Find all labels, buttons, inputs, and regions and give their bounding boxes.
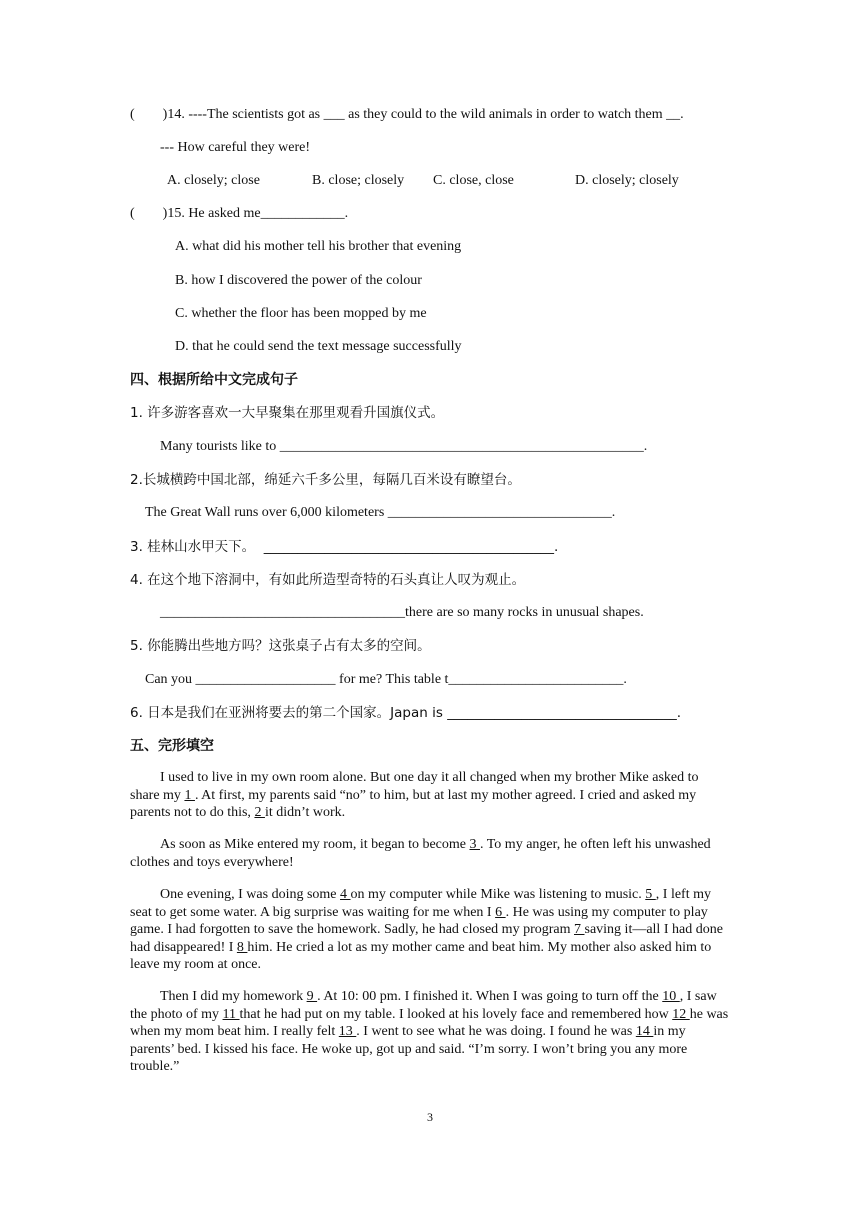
translation-2-answer: The Great Wall runs over 6,000 kilometers ________________________________. [145, 505, 616, 520]
section-5-heading: 五、完形填空 [130, 738, 214, 754]
q15-option-d: D. that he could send the text message successfully [175, 339, 462, 354]
cloze-paragraph-1: I used to live in my own room alone. But one day it all changed when my brother Mike asked to share my 1 . At first, my parents said “no” to him, but at last my mother agreed. I cried and asked my parents not to do this, 2 it didn’t work. [130, 770, 699, 820]
section-4-heading: 四、根据所给中文完成句子 [130, 372, 298, 388]
q14-option-a: A. closely; close [167, 173, 260, 188]
translation-3-prompt: 3. 桂林山水甲天下。 ___________________________________________. [130, 539, 559, 555]
translation-5-prompt: 5. 你能腾出些地方吗？这张桌子占有太多的空间。 [130, 638, 431, 654]
question-15: ( )15. He asked me____________. [130, 206, 349, 221]
translation-1-prompt: 1. 许多游客喜欢一大早聚集在那里观看升国旗仪式。 [130, 405, 445, 421]
q14-option-d: D. closely; closely [575, 173, 679, 188]
q15-option-a: A. what did his mother tell his brother that evening [175, 239, 462, 254]
translation-5-answer: Can you ____________________ for me? This table t_________________________. [145, 672, 627, 687]
cloze-paragraph-3: One evening, I was doing some 4 on my computer while Mike was listening to music. 5 , I left my seat to get some water. A big surprise was waiting for me when I 6 . He was using my computer to play game. I had forgotten to save the homework. Sadly, he had closed my program 7 saving it—all I had done had disappeared! I 8 him. He cried a lot as my mother came and beat him. My mother also asked him to leave my room at once. [130, 887, 723, 972]
translation-4-prompt: 4. 在这个地下溶洞中，有如此所造型奇特的石头真让人叹为观止。 [130, 572, 526, 588]
q15-option-b: B. how I discovered the power of the colour [175, 273, 422, 288]
translation-1-answer: Many tourists like to ____________________________________________________. [160, 439, 648, 454]
translation-4-answer: ___________________________________there are so many rocks in unusual shapes. [160, 605, 644, 620]
translation-6-prompt: 6. 日本是我们在亚洲将要去的第二个国家。Japan is __________________________________. [130, 705, 681, 721]
page-number: 3 [427, 1110, 433, 1124]
translation-2-prompt: 2.长城横跨中国北部，绵延六千多公里，每隔几百米设有瞭望台。 [130, 472, 521, 488]
question-14: ( )14. ----The scientists got as ___ as they could to the wild animals in order to watch them __. [130, 107, 684, 122]
cloze-paragraph-2: As soon as Mike entered my room, it began to become 3 . To my anger, he often left his unwashed clothes and toys everywhere! [130, 837, 711, 870]
q14-option-c: C. close, close [433, 173, 514, 188]
q14-option-b: B. close; closely [312, 173, 405, 188]
question-14-dialog: --- How careful they were! [160, 140, 311, 155]
q15-option-c: C. whether the floor has been mopped by me [175, 306, 427, 321]
cloze-paragraph-4: Then I did my homework 9 . At 10: 00 pm. I finished it. When I was going to turn off the 10 , I saw the photo of my 11 that he had put on my table. I looked at his lovely face and remembered how 12 he was when my mom beat him. I really felt 13 . I went to see what he was doing. I found he was 14 in my parents’ bed. I kissed his face. He woke up, got up and said. “I’m sorry. I won’t bring you any more trouble.” [130, 989, 729, 1074]
